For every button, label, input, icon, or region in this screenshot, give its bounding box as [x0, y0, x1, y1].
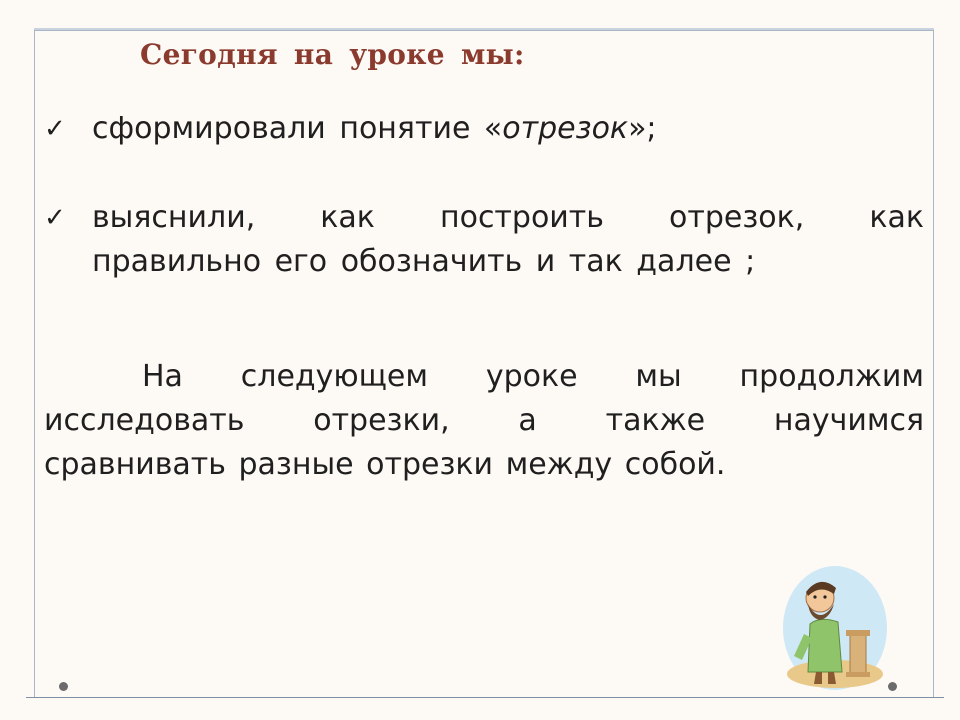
bullet-text-line: выяснили, как построить отрезок, как — [92, 200, 924, 235]
cartoon-scholar-icon — [780, 564, 890, 692]
paragraph-line: На следующем уроке мы продолжим — [142, 359, 924, 394]
bullet-item-2 — [44, 196, 924, 284]
bullet-text-part: сформировали понятие « — [92, 111, 503, 146]
bottom-rule — [26, 697, 944, 698]
bullet-text-part: »; — [628, 111, 657, 146]
slide-title: Сегодня на уроке мы: — [140, 38, 525, 71]
bullet-text-line: правильно его обозначить и так далее ; — [92, 244, 756, 279]
left-dot-ornament — [59, 682, 68, 691]
bullet-text — [92, 196, 924, 284]
paragraph-line: исследовать отрезки, а также научимся — [44, 403, 924, 438]
bullet-text — [92, 107, 924, 151]
emphasized-term: отрезок — [502, 111, 629, 146]
checkmark-icon: ✓ — [44, 203, 66, 233]
checkmark-icon: ✓ — [44, 114, 66, 144]
next-lesson-paragraph — [44, 355, 924, 487]
paragraph-line: сравнивать разные отрезки между собой. — [44, 447, 726, 482]
bullet-item-1 — [44, 107, 924, 151]
